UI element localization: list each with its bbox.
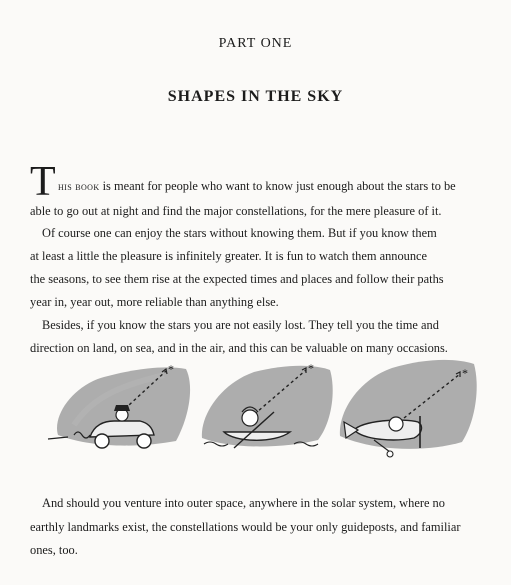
illustration-boat	[194, 360, 339, 460]
svg-text:*: *	[168, 362, 174, 376]
line-text: is meant for people who want to know just enough about the stars to be	[99, 179, 456, 193]
part-label: PART ONE	[218, 36, 293, 51]
text-line: Of course one can enjoy the stars without knowing them. But if you know them	[42, 226, 437, 240]
illustration-plane	[334, 356, 480, 464]
illustration-car	[44, 355, 196, 455]
text-line: And should you venture into outer space, anywhere in the solar system, where no	[42, 496, 445, 510]
text-line: year in, year out, more reliable than anything else.	[30, 295, 279, 309]
text-line: earthly landmarks exist, the constellations would be your only guideposts, and familiar	[30, 520, 461, 534]
drop-cap: T	[30, 159, 56, 205]
svg-text:*: *	[462, 366, 468, 380]
small-caps-text: his book	[58, 181, 100, 193]
text-line: able to go out at night and find the major constellations, for the mere pleasure of it.	[30, 204, 442, 218]
text-line: the seasons, to see them rise at the expected times and places and follow their paths	[30, 272, 444, 286]
svg-text:*: *	[308, 361, 314, 375]
text-line: direction on land, on sea, and in the air, and this can be valuable on many occasions.	[30, 341, 448, 355]
text-line: at least a little the pleasure is infinitely greater. It is fun to watch them announce	[30, 249, 428, 263]
chapter-title: SHAPES IN THE SKY	[167, 88, 344, 105]
text-line: Besides, if you know the stars you are not easily lost. They tell you the time and	[42, 318, 439, 332]
text-line: ones, too.	[30, 543, 78, 557]
text-line	[58, 179, 456, 194]
